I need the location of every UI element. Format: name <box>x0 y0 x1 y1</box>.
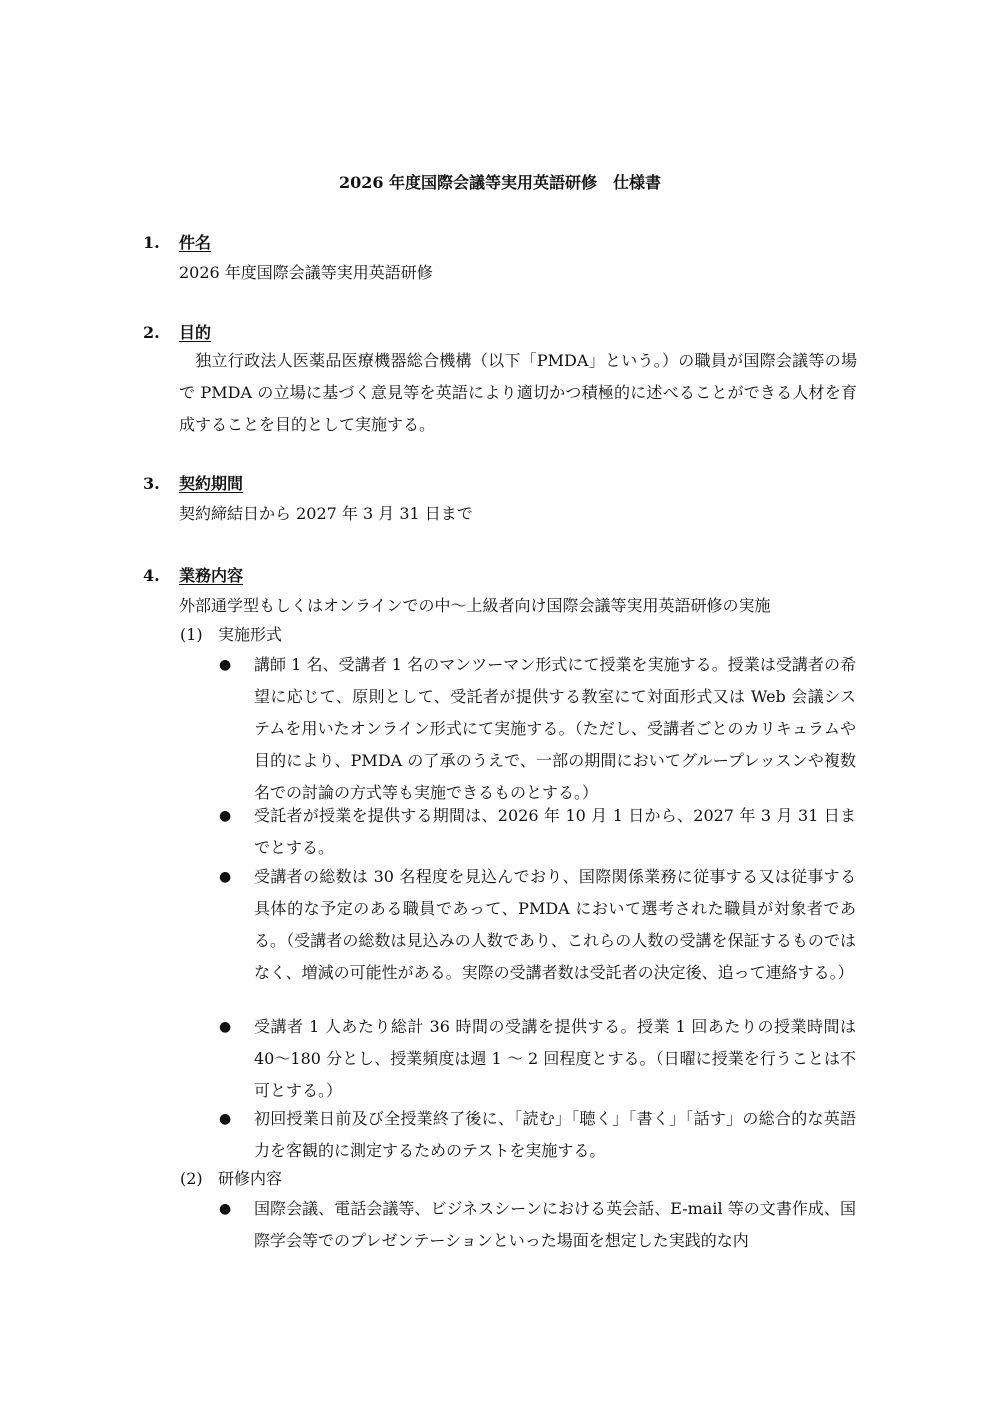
subsection-1-title: 実施形式 <box>218 625 283 644</box>
subsection-2-title: 研修内容 <box>218 1169 283 1188</box>
document-title: 2026 年度国際会議等実用英語研修 仕様書 <box>338 173 662 192</box>
bullet-icon: ● <box>219 1111 232 1127</box>
bullet-icon: ● <box>219 657 232 673</box>
section-4-body: 外部通学型もしくはオンラインでの中～上級者向け国際会議等実用英語研修の実施 <box>179 596 771 615</box>
section-1-heading: 件名 <box>179 233 212 252</box>
section-2-number: 2. <box>143 323 160 342</box>
section-3-number: 3. <box>143 474 160 493</box>
section-2-body: 独立行政法人医薬品医療機器総合機構（以下「PMDA」という。）の職員が国際会議等の場で PMDA の立場に基づく意見等を英語により適切かつ積極的に述べることができる人材を育成することを目的として実施する。 <box>179 351 857 434</box>
list-item: 受講者 1 人あたり総計 36 時間の受講を提供する。授業 1 回あたりの授業時間は 40～180 分とし、授業頻度は週 1 ～ 2 回程度とする。（日曜に授業を行うことは不可とする。） <box>254 1017 856 1100</box>
bullet-icon: ● <box>219 869 232 885</box>
list-item: 受講者の総数は 30 名程度を見込んでおり、国際関係業務に従事する又は従事する具体的な予定のある職員であって、PMDA において選考された職員が対象者である。（受講者の総数は見込みの人数であり、これらの人数の受講を保証するものではなく、増減の可能性がある。実際の受講者数は受託者の決定後、追って連絡する。） <box>254 867 856 982</box>
bullet-icon: ● <box>219 808 232 824</box>
list-item: 講師 1 名、受講者 1 名のマンツーマン形式にて授業を実施する。授業は受講者の希望に応じて、原則として、受託者が提供する教室にて対面形式又は Web 会議システムを用いたオンライン形式にて実施する。（ただし、受講者ごとのカリキュラムや目的により、PMDA の了承のうえで、一部の期間においてグループレッスンや複数名での討論の方式等も実施できるものとする。） <box>254 655 856 802</box>
section-3-body: 契約締結日から 2027 年 3 月 31 日まで <box>179 504 473 523</box>
list-item: 国際会議、電話会議等、ビジネスシーンにおける英会話、E-mail 等の文書作成、国際学会等でのプレゼンテーションといった場面を想定した実践的な内 <box>254 1199 856 1250</box>
bullet-icon: ● <box>219 1019 232 1035</box>
section-4-number: 4. <box>143 566 160 585</box>
subsection-1-label: (1) <box>180 625 203 644</box>
bullet-icon: ● <box>219 1201 232 1217</box>
section-1-number: 1. <box>143 233 160 252</box>
section-1-body: 2026 年度国際会議等実用英語研修 <box>179 263 433 282</box>
section-2-heading: 目的 <box>179 323 212 342</box>
list-item: 初回授業日前及び全授業終了後に、「読む」「聴く」「書く」「話す」の総合的な英語力を客観的に測定するためのテストを実施する。 <box>254 1109 856 1160</box>
subsection-2-label: (2) <box>180 1169 203 1188</box>
section-4-heading: 業務内容 <box>179 566 244 585</box>
section-3-heading: 契約期間 <box>179 474 244 493</box>
list-item: 受託者が授業を提供する期間は、2026 年 10 月 1 日から、2027 年 3 月 31 日までとする。 <box>254 806 856 857</box>
